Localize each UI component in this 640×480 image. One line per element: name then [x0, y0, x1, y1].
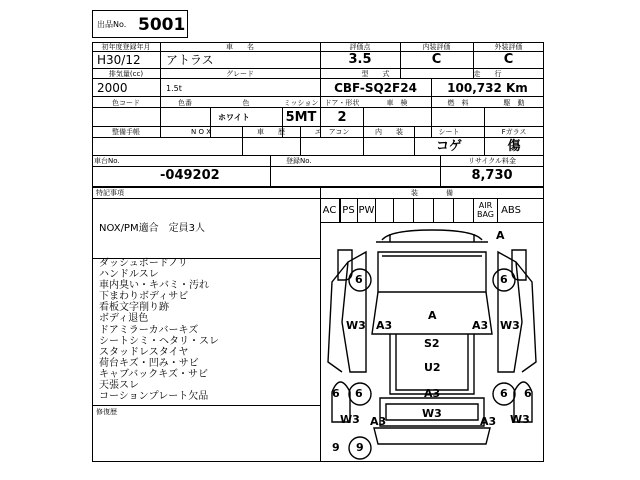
label-mission: ミッション	[283, 99, 319, 107]
note-item: シートシミ・ヘタリ・スレ	[99, 335, 219, 347]
label-score: 評価点	[349, 43, 371, 51]
equipment-label: AC	[322, 205, 337, 216]
label-fuel: 燃 料	[447, 99, 469, 107]
label-interior2: 内 装	[375, 128, 403, 136]
damage-mark-r-door2: A3	[472, 319, 489, 332]
label-first-reg: 初年度登録年月	[101, 43, 151, 51]
damage-mark-tail-w3: W3	[422, 407, 442, 420]
lot-box	[92, 10, 188, 38]
notes-top: NOX/PM適合 定員3人	[99, 223, 205, 234]
equipment-label: PS	[342, 205, 355, 216]
label-mileage: 走 行	[473, 70, 502, 78]
equipment-item	[474, 198, 498, 222]
value-mileage: 100,732 Km	[447, 81, 528, 95]
label-grade: グレード	[226, 70, 254, 78]
note-item: 看板文字削り跡	[99, 302, 169, 314]
note-item: コーションプレート欠品	[99, 391, 209, 403]
label-recycle: リサイクル料金	[467, 157, 517, 165]
equipment-label: PW	[358, 205, 375, 216]
label-color: 色	[242, 99, 250, 107]
label-nox: N O X	[191, 128, 211, 136]
note-item: 荷台キズ・凹み・サビ	[99, 357, 199, 369]
notes-list	[99, 258, 219, 402]
damage-mark-r-rear-w3: W3	[510, 413, 530, 426]
label-repair: 修復歴	[96, 408, 117, 416]
damage-mark-bed-u2: U2	[424, 361, 441, 374]
value-car-name: アトラス	[166, 53, 214, 67]
value-grade: 1.5t	[166, 84, 182, 93]
damage-mark-rear-a3: A3	[424, 387, 441, 400]
label-reg-no: 登録No.	[286, 157, 312, 165]
damage-mark-lr-tire: 6	[355, 387, 363, 400]
note-item: 車内臭い・キバミ・汚れ	[99, 280, 209, 292]
equipment-item	[498, 198, 524, 222]
damage-mark-lf-tire: 6	[355, 273, 363, 286]
note-item: ダッシュボードノリ	[99, 258, 188, 269]
value-recycle: 8,730	[471, 168, 513, 183]
label-aircon: エ アコン	[314, 128, 350, 136]
label-chassis-no: 車台No.	[94, 157, 120, 165]
damage-mark-roof: A	[496, 229, 505, 242]
label-car-name: 車 名	[226, 43, 254, 51]
equipment-item	[358, 198, 376, 222]
lot-number: 5001	[138, 15, 186, 35]
label-history: 車 歴	[257, 128, 285, 136]
damage-mark-l-door: W3	[346, 319, 366, 332]
equipment-label: AIR BAG	[476, 201, 495, 219]
label-drive: 駆 動	[503, 99, 525, 107]
label-equipment: 装 備	[411, 189, 453, 197]
equipment-item	[340, 198, 358, 222]
equipment-item	[376, 198, 394, 222]
damage-mark-spare: 9	[356, 441, 364, 454]
note-item: ドアミラーカバーキズ	[99, 324, 199, 336]
value-exterior: C	[503, 52, 514, 67]
damage-mark-rr-tire-out: 6	[524, 387, 532, 400]
value-interior: C	[431, 52, 442, 67]
equipment-label: ABS	[501, 205, 521, 216]
note-item: スタッドレスタイヤ	[99, 346, 189, 358]
label-inspection: 車 検	[386, 99, 408, 107]
equipment-item	[394, 198, 414, 222]
label-exterior: 外装評価	[494, 43, 523, 51]
label-displacement: 排気量(cc)	[108, 70, 144, 78]
label-color-code: 色コード	[112, 99, 140, 107]
label-glass: Fガラス	[501, 128, 527, 136]
note-item: 天張スレ	[99, 380, 139, 392]
equipment-cells	[320, 198, 544, 222]
note-item: 下まわりボディサビ	[99, 291, 189, 303]
damage-mark-l-door2: A3	[376, 319, 393, 332]
label-color-no: 色番	[178, 99, 192, 107]
damage-mark-r-rear-a3: A3	[480, 415, 497, 428]
note-item: ボディ退色	[99, 313, 149, 325]
equipment-item	[414, 198, 434, 222]
equipment-item	[454, 198, 474, 222]
equipment-item	[434, 198, 454, 222]
value-model: CBF-SQ2F24	[334, 81, 417, 95]
value-score: 3.5	[348, 52, 372, 67]
damage-mark-bed-s2: S2	[424, 337, 440, 350]
damage-mark-lr-tire-out: 6	[332, 387, 340, 400]
value-displacement: 2000	[97, 81, 128, 95]
value-glass: 傷	[507, 139, 521, 154]
damage-mark-spare-out: 9	[332, 441, 340, 454]
label-model: 型 式	[361, 70, 390, 78]
note-item: ハンドルスレ	[99, 269, 159, 281]
label-interior: 内装評価	[422, 43, 451, 51]
value-color: ホワイト	[218, 113, 250, 122]
value-seat: コゲ	[435, 139, 462, 154]
damage-mark-front-top: A	[428, 309, 437, 322]
value-first-reg: H30/12	[97, 53, 141, 67]
damage-mark-r-door: W3	[500, 319, 520, 332]
damage-mark-l-rear-a3: A3	[370, 415, 387, 428]
damage-mark-rf-tire: 6	[500, 273, 508, 286]
value-doors: 2	[337, 110, 347, 125]
label-seat: シート	[438, 128, 460, 136]
value-mission: 5MT	[285, 110, 317, 125]
damage-mark-rr-tire: 6	[500, 387, 508, 400]
label-notes: 特記事項	[96, 189, 124, 197]
damage-mark-l-rear-w3: W3	[340, 413, 360, 426]
value-chassis-no: -049202	[160, 168, 220, 183]
equipment-item	[320, 198, 340, 222]
label-manual: 整備手帳	[112, 128, 140, 136]
label-doors: ドア・形状	[324, 99, 360, 107]
note-item: キャブバックキズ・サビ	[99, 368, 208, 380]
lot-label: 出品No.	[97, 20, 127, 29]
diagram-marks	[320, 222, 544, 462]
